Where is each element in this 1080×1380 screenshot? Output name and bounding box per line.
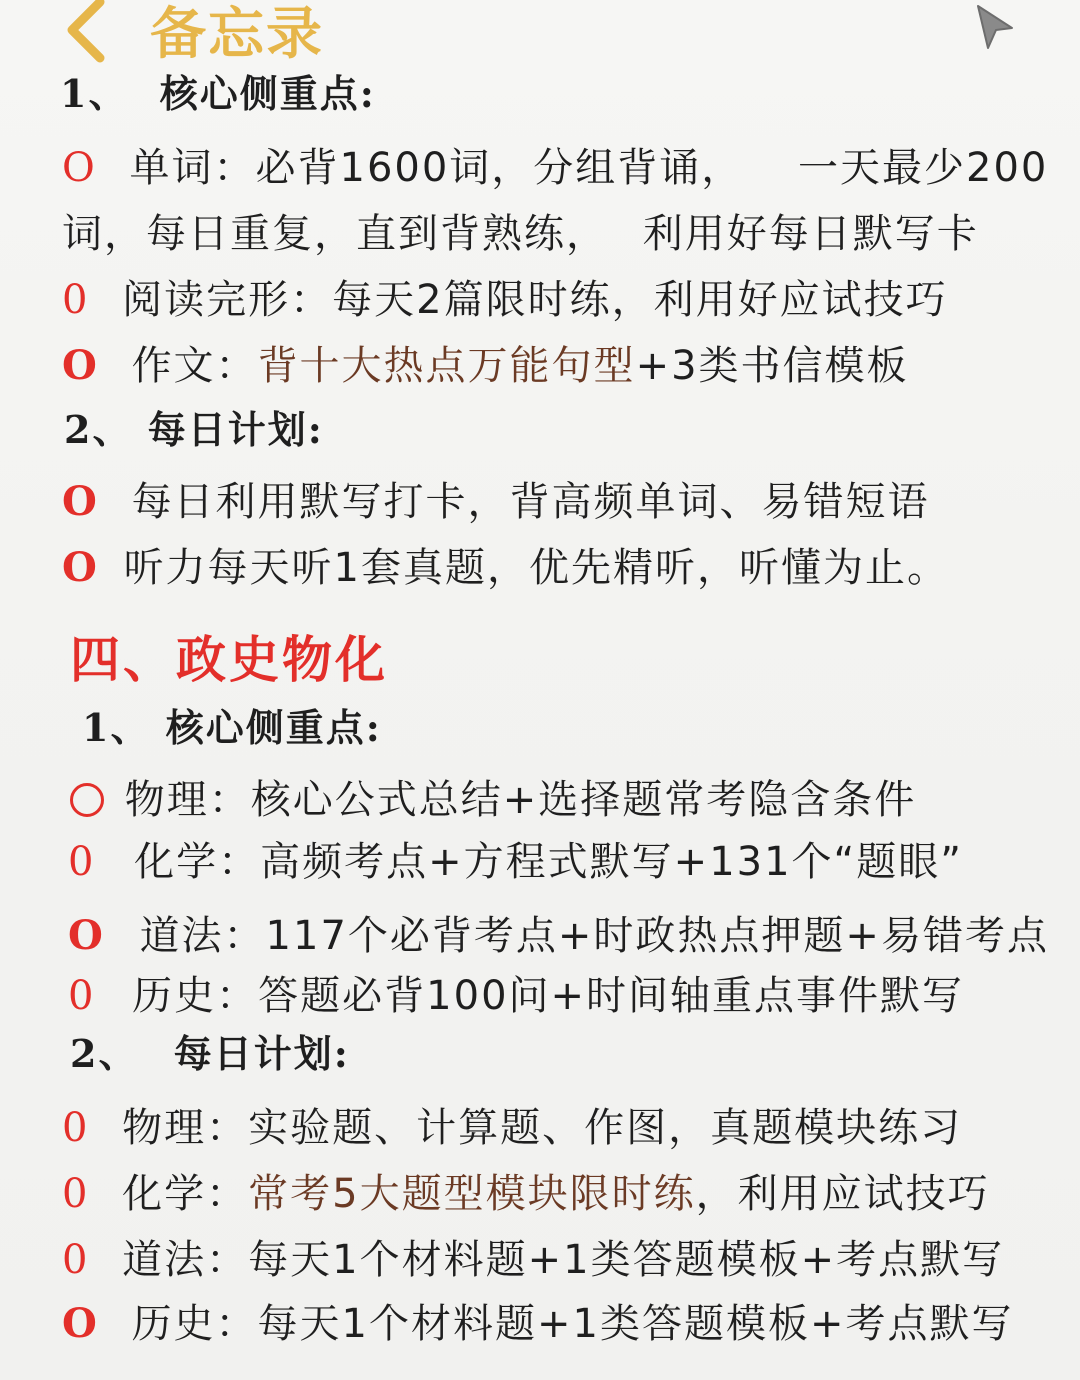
- list-marker: O: [68, 912, 105, 959]
- list-marker: 0: [62, 1237, 90, 1283]
- heading-label: 核心侧重点:: [159, 71, 376, 116]
- english-plan-item: [62, 478, 930, 526]
- item-text-cont: 一天最少200: [798, 145, 1049, 191]
- list-marker: 0: [62, 277, 90, 323]
- item-text-cont: 利用好每日默写卡: [642, 211, 979, 257]
- list-marker: 0: [68, 839, 96, 885]
- item-text: 每日利用默写打卡，背高频单词、易错短语: [131, 479, 930, 525]
- list-marker: 0: [68, 973, 96, 1019]
- section4-plan-item: [62, 1104, 962, 1152]
- list-marker: O: [62, 478, 99, 525]
- item-text: 化学：高频考点+方程式默写+131个“题眼”: [134, 839, 963, 885]
- item-text: 道法：每天1个材料题+1类答题模板+考点默写: [122, 1237, 1005, 1283]
- item-text: 物理：实验题、计算题、作图，真题模块练习: [122, 1105, 963, 1151]
- heading-number: 2、: [70, 1031, 139, 1076]
- heading-label: 每日计划:: [173, 1031, 350, 1076]
- list-marker: 0: [62, 1171, 90, 1217]
- app-title: 备忘录: [150, 2, 324, 67]
- list-marker: O: [62, 544, 99, 591]
- section4-plan-item: [62, 1300, 1014, 1348]
- list-marker: 0: [62, 1105, 90, 1151]
- english-plan-item: [62, 544, 949, 592]
- item-text: 道法：117个必背考点+时政热点押题+易错考点: [139, 913, 1049, 959]
- section4-plan-item: [62, 1236, 1004, 1284]
- list-marker: O: [62, 145, 97, 191]
- item-text: 历史：答题必背100问+时间轴重点事件默写: [132, 973, 965, 1019]
- heading-number: 1、: [60, 71, 129, 116]
- english-item-words-cont: [62, 210, 979, 258]
- item-text-cont: ，利用应试技巧: [695, 1171, 990, 1217]
- item-text: 阅读完形：每天2篇限时练，利用好应试技巧: [122, 277, 948, 323]
- item-text: 历史：每天1个材料题+1类答题模板+考点默写: [131, 1301, 1014, 1347]
- english-plan-heading: [64, 406, 324, 454]
- item-text: 听力每天听1套真题，优先精听，听懂为止。: [123, 545, 950, 591]
- list-marker: O: [62, 1300, 99, 1347]
- heading-label: 核心侧重点:: [165, 705, 382, 750]
- list-marker: O: [62, 342, 99, 389]
- circle-bullet-icon: [70, 783, 104, 817]
- english-item-reading: [62, 276, 948, 324]
- item-text: 单词：必背1600词，分组背诵，: [129, 145, 744, 191]
- item-text-cont: +3类书信模板: [635, 343, 909, 389]
- english-core-heading: [60, 70, 376, 118]
- item-text: 化学：: [122, 1171, 249, 1217]
- heading-number: 2、: [64, 407, 133, 452]
- section4-plan-item: [62, 1170, 990, 1218]
- item-text-highlight: 常考5大题型模块限时练: [248, 1171, 696, 1217]
- section4-item-history: [68, 972, 964, 1020]
- item-text: 词，每日重复，直到背熟练，: [62, 211, 608, 257]
- section4-item-politics: [68, 912, 1049, 960]
- item-text-highlight: 背十大热点万能句型: [257, 343, 636, 389]
- section-title: 四、政史物化: [70, 630, 388, 689]
- heading-number: 1、: [82, 705, 151, 750]
- english-item-writing: [62, 342, 909, 390]
- heading-label: 每日计划:: [147, 407, 324, 452]
- section4-item-chemistry: [68, 838, 963, 886]
- item-text: 物理：核心公式总结+选择题常考隐含条件: [124, 777, 917, 823]
- item-text: 作文：: [131, 343, 258, 389]
- section4-plan-heading: [70, 1030, 350, 1078]
- section4-item-physics: [70, 776, 916, 824]
- section4-core-heading: [82, 704, 382, 752]
- english-item-words: [62, 144, 1048, 192]
